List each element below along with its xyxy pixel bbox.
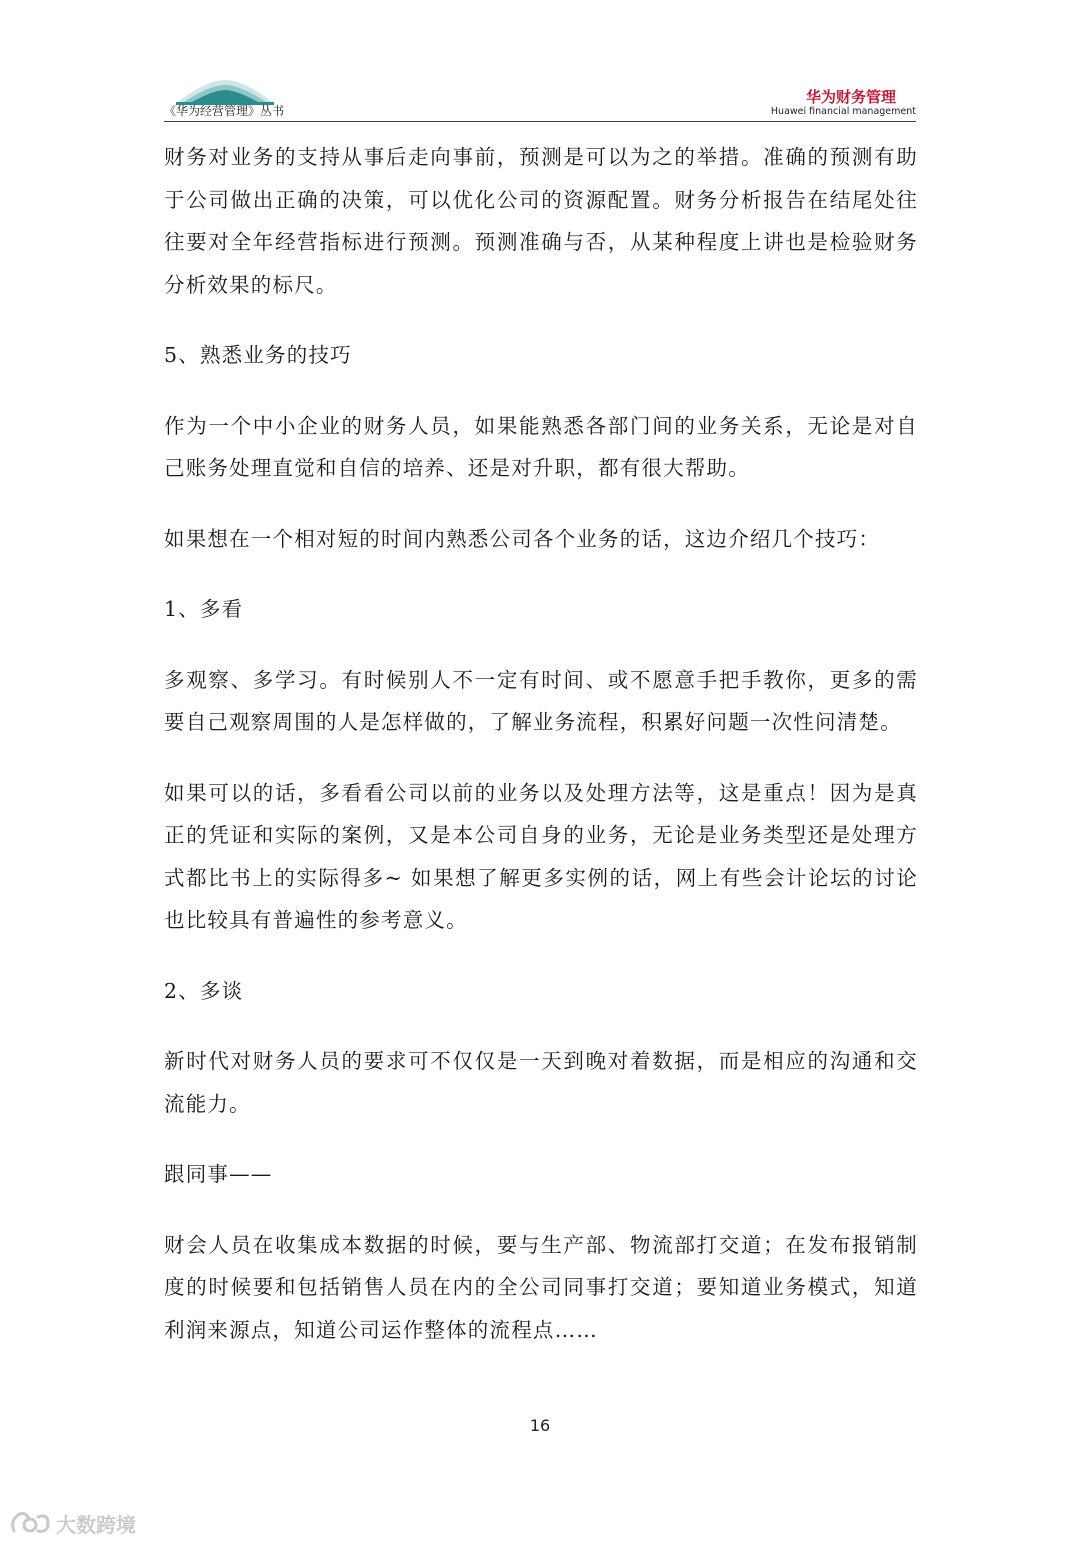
page-header: [164, 70, 916, 122]
watermark: [8, 1508, 136, 1538]
brand-name-cn: 华为财务管理: [805, 88, 896, 106]
page-number: 16: [529, 1416, 551, 1435]
sub-heading-look-more: 1、多看: [164, 597, 244, 621]
series-title: 《华为经营管理》丛书: [164, 104, 285, 118]
watermark-text: 大数跨境: [56, 1512, 136, 1537]
section-heading-business-skills: 5、熟悉业务的技巧: [164, 343, 352, 367]
paragraph-observe: 多观察、多学习。有时候别人不一定有时间、或不愿意手把手教你，更多的需要自己观察周围的人是怎样做的，了解业务流程，积累好问题一次性问清楚。: [164, 667, 918, 734]
sub-heading-talk-more: 2、多谈: [164, 978, 244, 1003]
paragraph-forecast: 财务对业务的支持从事后走向事前，预测是可以为之的举措。准确的预测有助于公司做出正确的决策，可以优化公司的资源配置。财务分析报告在结尾处往往要对全年经营指标进行预测。预测准确与否，从某种程度上讲也是检验财务分析效果的标尺。: [164, 145, 918, 297]
watermark-logo-icon: [8, 1509, 52, 1537]
paragraph-tips-intro: 如果想在一个相对短的时间内熟悉公司各个业务的话，这边介绍几个技巧：: [164, 526, 881, 551]
sub-heading-colleagues: 跟同事——: [164, 1162, 273, 1186]
paragraph-review-history: 如果可以的话，多看看公司以前的业务以及处理方法等，这是重点！因为是真正的凭证和实际的案例，又是本公司自身的业务，无论是业务类型还是处理方式都比书上的实际得多~ 如果想了解更多实例的话，网上有些会计论坛的讨论也比较具有普遍性的参考意义。: [164, 780, 918, 932]
paragraph-colleagues: 财会人员在收集成本数据的时候，要与生产部、物流部打交道；在发布报销制度的时候要和包括销售人员在内的全公司同事打交道；要知道业务模式，知道利润来源点，知道公司运作整体的流程点……: [164, 1232, 918, 1342]
header-rule: [164, 121, 916, 122]
page-body: [164, 136, 918, 1379]
paragraph-intro: 作为一个中小企业的财务人员，如果能熟悉各部门间的业务关系，无论是对自己账务处理直觉和自信的培养、还是对升职，都有很大帮助。: [164, 413, 918, 480]
paragraph-communication: 新时代对财务人员的要求可不仅仅是一天到晚对着数据，而是相应的沟通和交流能力。: [164, 1049, 918, 1116]
brand-name-en: Huawei financial management: [770, 106, 916, 117]
